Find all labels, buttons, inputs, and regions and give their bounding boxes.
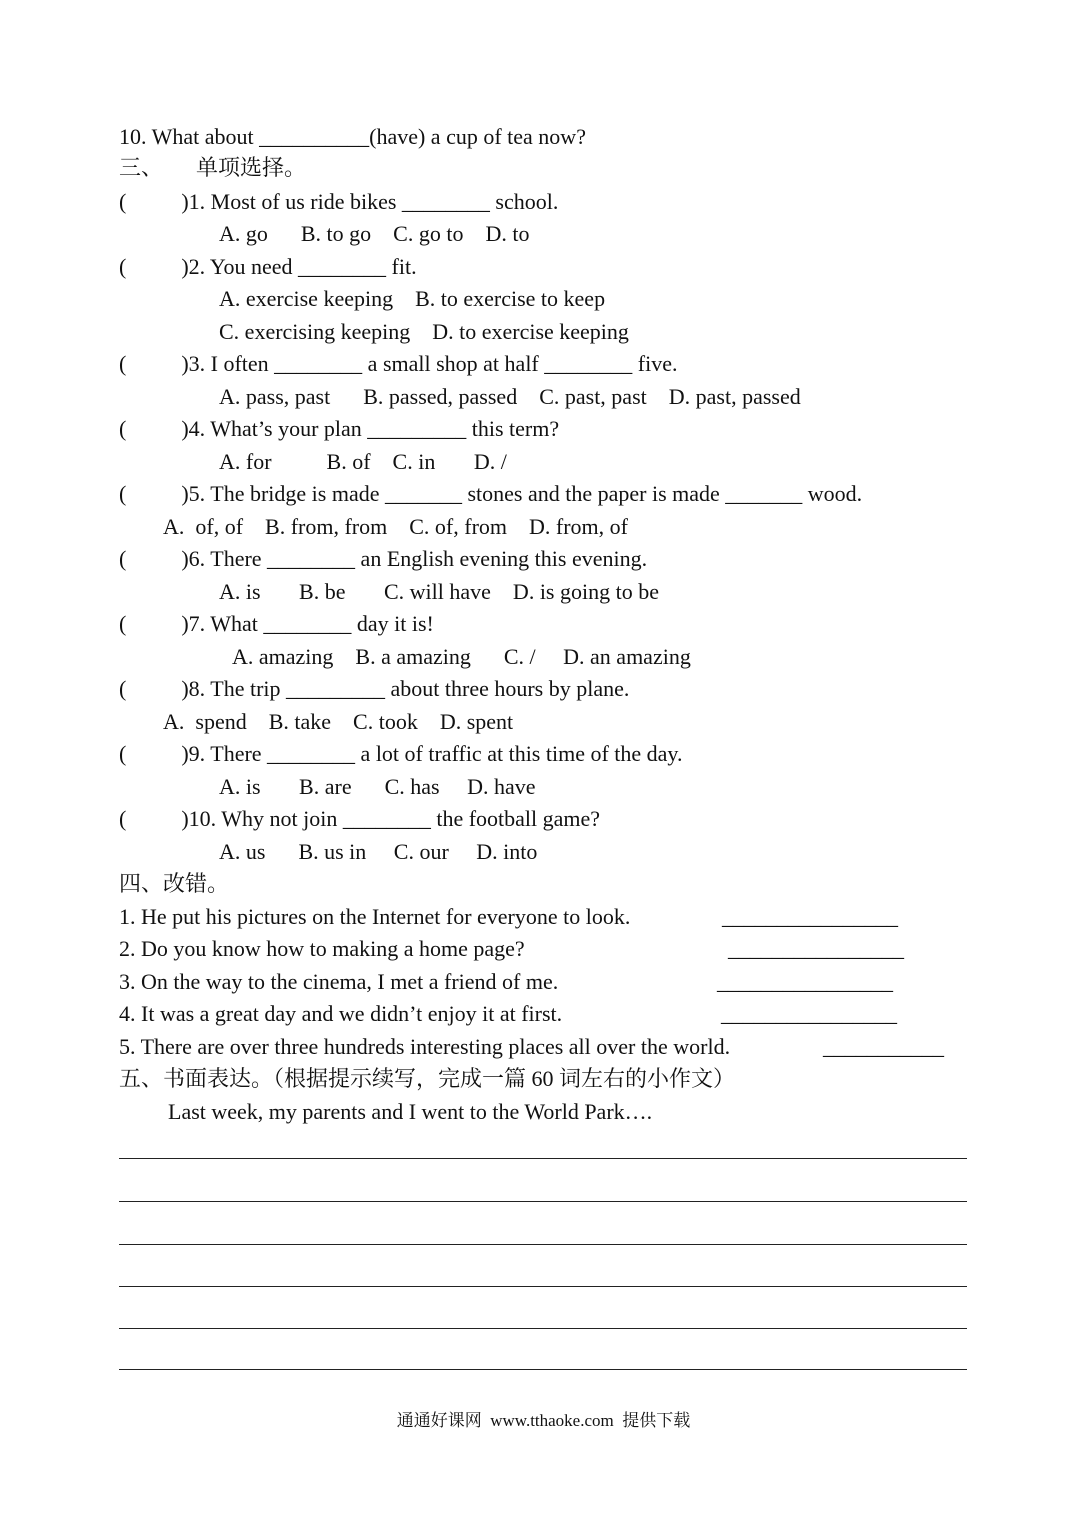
writing-prompt: Last week, my parents and I went to the World Park….: [168, 1099, 653, 1124]
writing-line: [119, 1201, 967, 1202]
correction-item-5: 5. There are over three hundreds interesting places all over the world.: [119, 1034, 731, 1059]
mc-options-8: A. spend B. take C. took D. spent: [163, 709, 514, 734]
mc-question-7: ( )7. What ________ day it is!: [119, 611, 434, 636]
correction-item-2: 2. Do you know how to making a home page?: [119, 936, 525, 961]
correction-blank-1: ________________: [722, 904, 898, 929]
mc-question-1: ( )1. Most of us ride bikes ________ school.: [119, 189, 559, 214]
correction-item-4: 4. It was a great day and we didn’t enjoy it at first.: [119, 1001, 563, 1026]
correction-item-1: 1. He put his pictures on the Internet for everyone to look.: [119, 904, 631, 929]
mc-options-6: A. is B. be C. will have D. is going to be: [219, 579, 659, 604]
section-3-title: 三、 单项选择。: [119, 155, 307, 180]
correction-blank-5: ___________: [823, 1034, 944, 1059]
page-footer: 通通好课网 www.tthaoke.com 提供下载: [396, 1411, 691, 1430]
mc-options-9: A. is B. are C. has D. have: [219, 774, 536, 799]
mc-options-2b: C. exercising keeping D. to exercise keeping: [219, 319, 629, 344]
correction-item-3: 3. On the way to the cinema, I met a friend of me.: [119, 969, 559, 994]
mc-options-3: A. pass, past B. passed, passed C. past, past D. past, passed: [219, 384, 801, 409]
mc-options-4: A. for B. of C. in D. /: [219, 449, 507, 474]
mc-question-5: ( )5. The bridge is made _______ stones and the paper is made _______ wood.: [119, 481, 863, 506]
mc-options-10: A. us B. us in C. our D. into: [219, 839, 538, 864]
section-5-title: 五、书面表达。（根据提示续写，完成一篇 60 词左右的小作文）: [119, 1066, 736, 1091]
correction-blank-3: ________________: [717, 969, 893, 994]
mc-question-4: ( )4. What’s your plan _________ this term?: [119, 416, 560, 441]
mc-question-10: ( )10. Why not join ________ the football game?: [119, 806, 601, 831]
writing-line: [119, 1244, 967, 1245]
writing-line: [119, 1369, 967, 1370]
mc-options-5: A. of, of B. from, from C. of, from D. from, of: [163, 514, 628, 539]
question-10-continued: 10. What about __________(have) a cup of tea now?: [119, 124, 586, 149]
writing-line: [119, 1286, 967, 1287]
mc-question-9: ( )9. There ________ a lot of traffic at this time of the day.: [119, 741, 683, 766]
section-4-title: 四、改错。: [119, 871, 230, 896]
mc-options-2a: A. exercise keeping B. to exercise to keep: [219, 286, 606, 311]
correction-blank-4: ________________: [721, 1001, 897, 1026]
mc-question-6: ( )6. There ________ an English evening this evening.: [119, 546, 648, 571]
writing-line: [119, 1328, 967, 1329]
mc-question-2: ( )2. You need ________ fit.: [119, 254, 417, 279]
writing-line: [119, 1158, 967, 1159]
mc-options-7: A. amazing B. a amazing C. / D. an amazing: [232, 644, 691, 669]
mc-question-3: ( )3. I often ________ a small shop at half ________ five.: [119, 351, 678, 376]
correction-blank-2: ________________: [728, 936, 904, 961]
mc-options-1: A. go B. to go C. go to D. to: [219, 221, 530, 246]
mc-question-8: ( )8. The trip _________ about three hours by plane.: [119, 676, 630, 701]
